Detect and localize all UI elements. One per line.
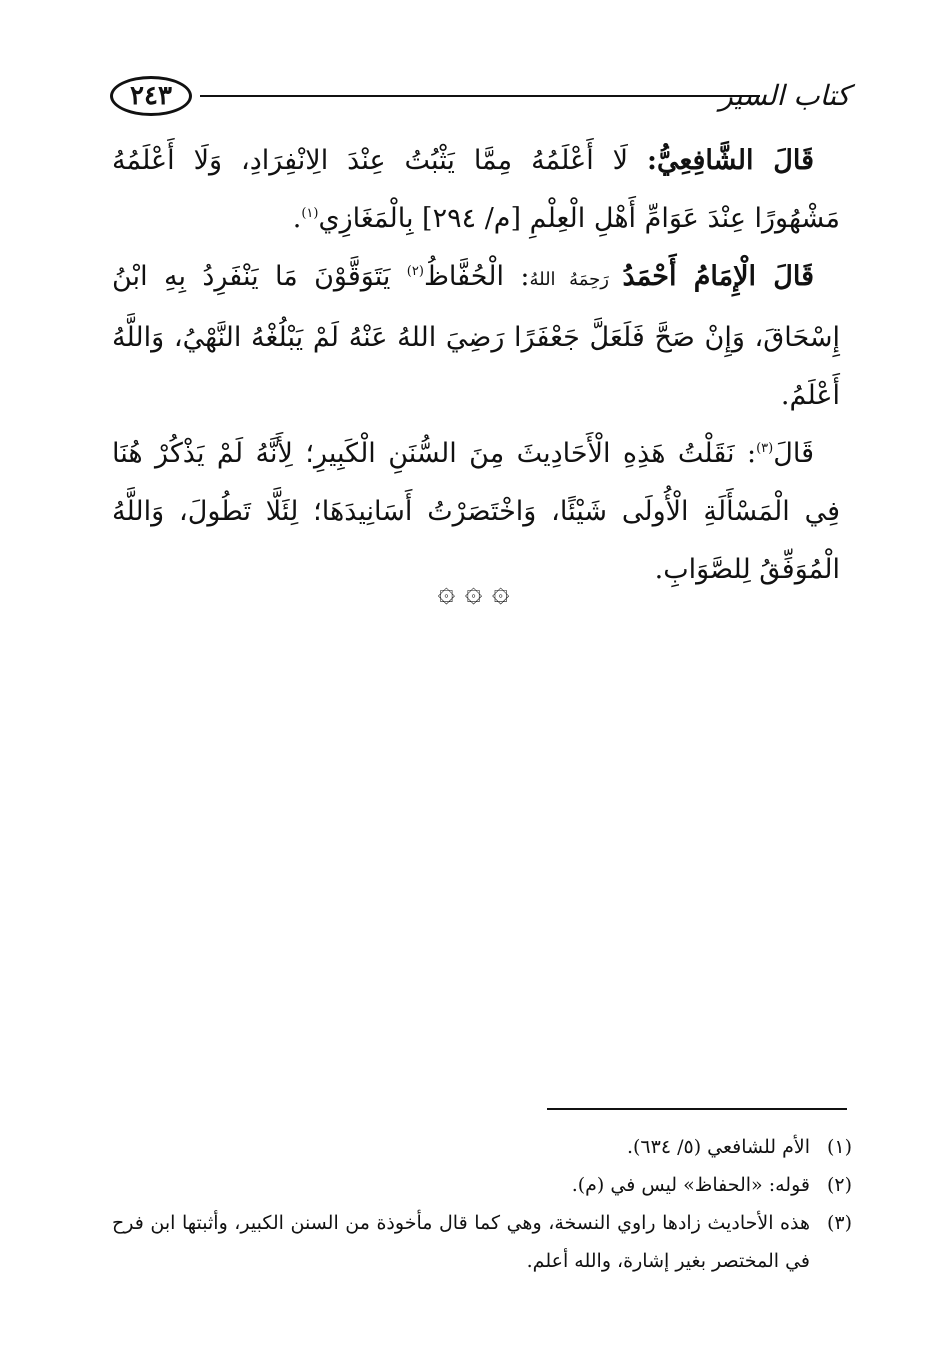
book-title: كتاب السير — [719, 79, 850, 112]
footnote-number: (٢) — [826, 1174, 852, 1196]
footnote-rule — [547, 1108, 847, 1110]
footnote-text: الأم للشافعي (٥/ ٦٣٤). — [626, 1136, 810, 1158]
main-text — [112, 132, 840, 599]
speaker-ahmad: قَالَ الْإِمَامُ أَحْمَدُ — [622, 261, 814, 292]
footnote-ref-1[interactable]: (١) — [301, 206, 319, 221]
footnotes — [112, 1128, 852, 1280]
honorific: رَحِمَهُ اللهُ — [529, 269, 623, 290]
footnote-ref-2[interactable]: (٢) — [406, 264, 424, 279]
footnote-number: (١) — [826, 1136, 852, 1158]
paragraph-2-text-a: : الْحُفَّاظُ — [423, 261, 530, 292]
speaker-qal: قَالَ — [773, 438, 814, 469]
paragraph-3-text-a: : نَقَلْتُ هَذِهِ الْأَحَادِيثَ مِنَ السُّنَنِ الْكَبِيرِ؛ لِأَنَّهُ لَمْ يَذْكُرْ هُنَا فِي الْمَسْأَلَةِ الْأُولَى شَيْئًا، وَاخْتَصَرْتُ أَسَانِيدَهَا؛ لِئَلَّا تَطُولَ، وَاللَّهُ الْمُوَفِّقُ لِلصَّوَابِ. — [112, 438, 840, 585]
header-rule — [200, 95, 760, 97]
footnote-ref-3[interactable]: (٣) — [756, 441, 774, 456]
section-ornament-icon: ۞ ۞ ۞ — [437, 574, 510, 609]
footnote-text: هذه الأحاديث زادها راوي النسخة، وهي كما قال مأخوذة من السنن الكبير، وأثبتها ابن فرح في المختصر بغير إشارة، والله أعلم. — [112, 1212, 810, 1272]
paragraph-2-text-b: يَتَوَقَّوْنَ مَا يَنْفَرِدُ بِهِ ابْنُ إِسْحَاقَ، وَإِنْ صَحَّ فَلَعَلَّ جَعْفَرًا رَضِيَ اللهُ عَنْهُ لَمْ يَبْلُغْهُ النَّهْيُ، وَاللَّهُ أَعْلَمُ. — [112, 261, 840, 411]
footnote-text: قوله: «الحفاظ» ليس في (م). — [571, 1174, 810, 1196]
footnote-3 — [112, 1204, 852, 1280]
page-number: ٢٤٣ — [110, 76, 192, 116]
speaker-shafii: قَالَ الشَّافِعِيُّ: — [647, 145, 814, 176]
paragraph-1-text-a: لَا أَعْلَمُهُ مِمَّا يَثْبُتُ عِنْدَ الِانْفِرَادِ، وَلَا أَعْلَمُهُ مَشْهُورًا عِنْدَ عَوَامِّ أَهْلِ الْعِلْمِ [م/ ٢٩٤] بِالْمَغَازِي — [112, 145, 840, 234]
paragraph-1 — [112, 132, 840, 248]
paragraph-3 — [112, 425, 840, 599]
paragraph-1-text-b: . — [292, 203, 302, 234]
running-header — [110, 76, 850, 116]
footnote-number: (٣) — [826, 1212, 852, 1234]
paragraph-2 — [112, 248, 840, 425]
footnote-2 — [112, 1166, 852, 1204]
footnote-1 — [112, 1128, 852, 1166]
